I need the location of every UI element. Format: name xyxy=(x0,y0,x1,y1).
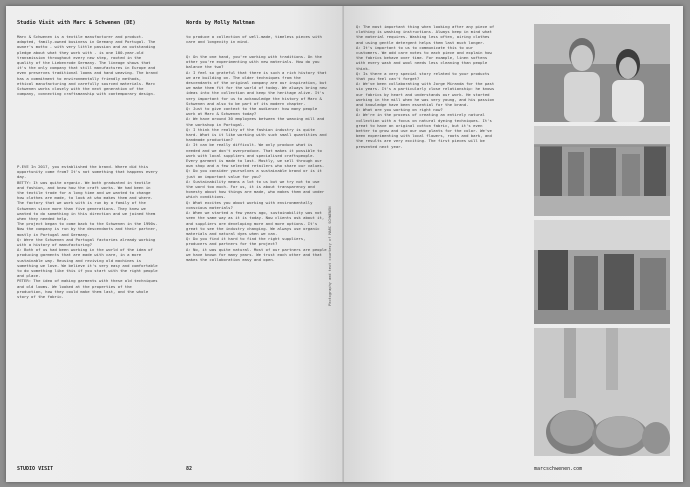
interview-column-1: P.EVE In 2017, you established the brand. Where did this opportunity come from? It's not something that happens every day. BETTY: It was quite organic. We both graduated in textile and fashion, and knew how the craft works. We had been in the textile trade for a long time and we wanted to change how clothes are made, to look at who makes them and where. The factory that we work with is run by a family of the Schwenen since more than five generations. They knew we wanted to do something in this direction and we joined them when they needed help. The project began to come back to the Schwenen in the 1990s. Now the company is run by the descendants and their partner, mostly in Portugal and Germany. Q: Were the Schwenen and Portugal factories already working with a history of manufacturing? A: Both of us had been working in the world of the idea of producing garments that are made with care, in a more sustainable way. Reusing and reviving old machines is something we love. We believe it's very easy and comfortable to do something like this if you start with the right people and place. PETER: The idea of making garments with these old techniques and old looms. We looked at the properties of the production, how they could make them last, and the whole story of the fabric. xyxy=(17,164,158,300)
intro-paragraph: Marc & Schwenen is a textile manufacturer and product-adapted, family-owned business in Germany and Portugal. The owner's motto - with very little passion and an outstanding pledge about what they work with - is one 100-year-old transmission throughout every new step, rooted in the quality of the Liebenrode Germany. The lineage shows that it's the only company that still manufactures in Europe and even preserves traditional looms and hand weaving. The brand has a commitment to environmentally friendly methods, ethical manufacturing and carefully sourced materials. Marc Schwenen works closely with the next generation of the company, connecting craftsmanship with contemporary design. xyxy=(17,34,158,97)
photo-weaving-mill xyxy=(534,126,670,216)
photo-owners-portrait xyxy=(534,24,670,122)
photo-looms xyxy=(534,220,670,324)
interview-column-3: Q: The most important thing when looking after any piece of clothing is washing instructions. Always keep in mind what the material requires. Washing less often, airing clothes and using gentle detergent helps them last much longer. A: It's important to us to communicate this to our customers. We add care notes to each piece and explain how the fabrics behave over time. For example, linen softens with every wash and wool needs less cleaning than people think. Q: Is there a very special story related to your products that you feel can't forget? A: We've been collaborating with Jorge Miranda for the past six years. It's a particularly close relationship: he knows our fabrics by heart and understands our work. He started working in the mill when he was very young, and his passion and knowledge have been essential for the brand. Q: What are you working on right now? A: We're in the process of creating an entirely natural collection with a focus on natural dyeing techniques. It's great to have an original cotton fabric, but it's even better to grow and use our own plants for the color. We've been experimenting with local flowers, roots and bark, and the results are very exciting. The first pieces will be presented next year. xyxy=(356,24,495,149)
magazine-spread xyxy=(6,6,683,482)
photo-fabric-rolls xyxy=(534,328,670,456)
page-number: 82 xyxy=(186,466,193,472)
footer-url: marcschwenen.com xyxy=(534,466,583,472)
interview-column-2: Q: On the one hand, you're working with traditions. On the other you're experimenting with new materials. How do you balance the two? A: I feel so grateful that there is such a rich history that we are building on. The older techniques from the descendants of the original company are our inspiration, but we make them fit for the world of today. We always bring new ideas into the collection and keep the heritage alive. It's very important for us to acknowledge the history of Marc & Schwenen and also to be part of its modern chapter. Q: Just to give context to the audience: how many people work at Marc & Schwenen today? A: We have around 30 employees between the weaving mill and the workshop in Portugal. Q: I think the reality of the fashion industry is quite hard. What is it like working with such small quantities and handmade production? A: It can be really difficult. We only produce what is needed and we don't overproduce. That makes it possible to work with local suppliers and specialised craftspeople. Every garment is made to last. Mostly, we sell through our own shop and a few selected retailers who share our values. Q: Do you consider yourselves a sustainable brand or is it just an important value for you? A: Sustainability means a lot to us but we try not to use the word too much. For us, it is about transparency and honesty about how things are made, who makes them and under which conditions. Q: What excites you about working with environmentally conscious materials? A: When we started a few years ago, sustainability was not seen the same way as it is today. Now clients ask about it, and suppliers are developing more and more options. It's great to see the industry changing. We always use organic materials and natural dyes when we can. Q: Do you find it hard to find the right suppliers, producers and partners for the project? A: No, it was quite natural. Most of our partners are people we have known for many years. We trust each other and that makes the collaboration easy and open. xyxy=(186,54,327,262)
byline: Words by Molly Maltman xyxy=(186,20,255,26)
right-page xyxy=(344,6,683,482)
left-page xyxy=(6,6,344,482)
photo-credit-vertical: Photography and text courtesy of MARC SCHWENEN xyxy=(328,206,332,306)
article-headline: Studio Visit with Marc & Schwenen (DE) xyxy=(17,20,136,26)
intro-continued: to produce a collection of well-made, timeless pieces with care and longevity in mind. xyxy=(186,34,325,45)
section-folio: STUDIO VISIT xyxy=(17,466,54,472)
